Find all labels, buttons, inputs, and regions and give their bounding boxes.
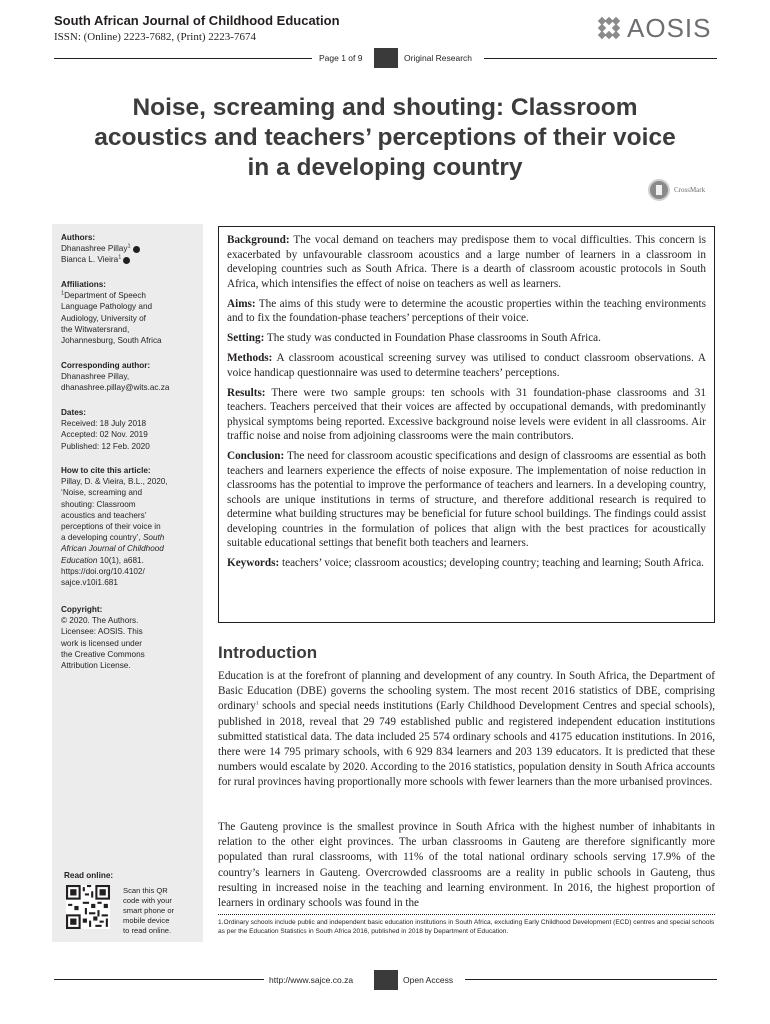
citation-journal: African Journal of Childhood <box>61 544 164 554</box>
citation-doi[interactable]: https://doi.org/10.4102/ <box>61 566 145 576</box>
affiliations-heading: Affiliations: <box>61 280 107 289</box>
corresponding-section <box>61 360 201 394</box>
abstract-label: Aims: <box>227 297 256 310</box>
footnote-marker[interactable]: 1 <box>255 700 259 707</box>
affil-line: the Witwatersrand, <box>61 324 130 334</box>
page-number: Page 1 of 9 <box>319 53 363 63</box>
abstract-label: Setting: <box>227 332 265 344</box>
abstract-text: The vocal demand on teachers may predispose them to vocal difficulties. This concern is exacerbated by unfavourable classroom acoustics and a large number of learners in a classroom in developing countries such as South Africa. There is a dearth of classroom acoustic protocols in South Africa, which intensifies the effect of noise on teachers as well as learners. <box>227 234 706 290</box>
authors-section <box>61 232 201 266</box>
copyright-heading: Copyright: <box>61 605 103 614</box>
crossmark-icon <box>648 179 670 201</box>
citation-line: Pillay, D. & Vieira, B.L., 2020, <box>61 477 168 487</box>
copyright-line: Attribution License. <box>61 661 131 671</box>
article-info-sidebar <box>52 224 203 942</box>
citation-line <box>61 532 201 543</box>
footnote-divider <box>218 914 715 915</box>
corresponding-name: Dhanashree Pillay, <box>61 372 130 382</box>
qr-line: smart phone or <box>123 906 175 915</box>
citation-journal: Education <box>61 555 98 565</box>
date-accepted: Accepted: 02 Nov. 2019 <box>61 430 148 440</box>
abstract-aims <box>227 297 706 326</box>
abstract-text: There were two sample groups: ten schools with 31 foundation-phase classrooms and 31 teachers. Teachers perceived that their voices are affected by occupational demands, with predominantly physical symptoms being reported. Excessive background noise levels were evident in all classrooms. Air traffic noise and noise from adjoining classrooms were the main contributors. <box>227 386 706 442</box>
abstract-conclusion <box>227 449 706 551</box>
qr-line: Scan this QR <box>123 886 168 895</box>
copyright-line: © 2020. The Authors. <box>61 616 139 626</box>
read-online-label: Read online: <box>64 871 114 880</box>
footer-divider-block <box>374 970 398 990</box>
qr-code-icon[interactable] <box>66 885 110 929</box>
header-rule-right <box>484 58 717 59</box>
author-1-affil: 1 <box>127 243 131 250</box>
affil-line: Johannesburg, South Africa <box>61 336 162 346</box>
footer-rule-left <box>54 979 264 980</box>
section-heading-introduction: Introduction <box>218 643 318 662</box>
journal-title: South African Journal of Childhood Education <box>54 13 340 28</box>
section-label: Original Research <box>404 53 473 63</box>
copyright-line: Licensee: AOSIS. This <box>61 627 143 637</box>
abstract-keywords <box>227 556 706 571</box>
footer-rule-right <box>465 979 717 980</box>
publisher-name: AOSIS <box>627 12 712 43</box>
citation-volume: 10(1), a681. <box>97 555 144 565</box>
author-1 <box>61 243 201 254</box>
affil-line <box>61 290 201 301</box>
title-line-2: acoustics and teachers’ perceptions of their voice <box>94 124 676 151</box>
aosis-logo-icon <box>597 16 621 40</box>
abstract-text: A classroom acoustical screening survey was utilised to conduct classroom observations. A voice handicap questionnaire was used to determine teachers’ perceptions. <box>227 352 706 379</box>
qr-line: code with your <box>123 896 172 905</box>
citation-heading: How to cite this article: <box>61 466 151 475</box>
citation-journal: South <box>142 533 165 543</box>
body-text: schools and special needs institutions (Early Childhood Development Centres and special schools), published in 2018, reveal that 29 749 established public and registered independent education institutions submitted statistical data. The data included 25 574 ordinary schools and 4175 education institutions. In 2016, there were 14 795 primary schools, with 6 929 834 learners and 203 139 educators. It is predicted that these numbers would escalate by 2020. According to the 2016 statistics, population density in South Africa accounts for rural provinces having proportionally more schools with fewer learners than the more urbanised provinces. <box>218 700 715 789</box>
affil-text: Department of Speech <box>64 291 146 301</box>
dates-heading: Dates: <box>61 408 87 417</box>
title-line-3: in a developing country <box>247 154 523 181</box>
abstract-results <box>227 386 706 444</box>
open-access-label: Open Access <box>403 975 454 985</box>
citation-text: a developing country’, <box>61 533 141 543</box>
crossmark-label: CrossMark <box>674 186 706 194</box>
journal-url-link[interactable]: http://www.sajce.co.za <box>269 975 354 985</box>
citation-line: perceptions of their voice in <box>61 522 161 532</box>
body-text: Education is at the forefront of planning and development of any country. In South Africa, the Department of Basic Education (DBE) governs the schooling system. The most recent 2016 statistics of DBE, comprising ordinary <box>218 670 715 713</box>
orcid-icon[interactable] <box>123 257 130 264</box>
abstract-label: Results: <box>227 386 266 399</box>
orcid-icon[interactable] <box>133 246 140 253</box>
footnote: 1.Ordinary schools include public and independent basic education institutions in South Africa, excluding Early Childhood Development (ECD) centres and special schools as per the Education Statistics in South Africa 2016, published in 2018 by Department of Education. <box>218 919 715 935</box>
corresponding-email[interactable]: dhanashree.pillay@wits.ac.za <box>61 383 170 393</box>
crossmark-badge[interactable] <box>648 179 705 201</box>
issn-line: ISSN: (Online) 2223-7682, (Print) 2223-7674 <box>54 31 256 43</box>
citation-line: shouting: Classroom <box>61 499 136 509</box>
body-paragraph-2: The Gauteng province is the smallest province in South Africa with the highest number of inhabitants in relation to the other eight provinces. The urban classrooms in Gauteng are therefore significantly more populated than rural classrooms, with 11% of the total national ordinary schools serving 17.9% of the country’s learners in Gauteng. Overcrowded classrooms are a reality in public schools in Gauteng, thus resulting in increased noise in the teaching and learning environment. In 2016, the highest proportion of learners in ordinary schools was found in the <box>218 821 715 910</box>
author-2 <box>61 254 201 265</box>
date-published: Published: 12 Feb. 2020 <box>61 441 150 451</box>
corresponding-heading: Corresponding author: <box>61 361 151 370</box>
article-title <box>60 93 710 183</box>
header-rule-left <box>54 58 312 59</box>
abstract-label: Conclusion: <box>227 450 285 462</box>
affil-line: Language Pathology and <box>61 302 153 312</box>
abstract-text: teachers’ voice; classroom acoustics; developing country; teaching and learning; South Africa. <box>282 557 704 569</box>
copyright-line: work is licensed under <box>61 638 143 648</box>
qr-line: to read online. <box>123 926 172 935</box>
header-divider-block <box>374 48 398 68</box>
author-2-affil: 1 <box>118 254 122 261</box>
abstract-methods <box>227 351 706 380</box>
abstract-setting <box>227 331 706 346</box>
qr-line: mobile device <box>123 916 170 925</box>
authors-heading: Authors: <box>61 233 96 242</box>
body-paragraph-1 <box>218 669 715 791</box>
dates-section <box>61 407 201 452</box>
abstract-label: Background: <box>227 234 290 246</box>
citation-line: ‘Noise, screaming and <box>61 488 143 498</box>
citation-doi[interactable]: sajce.v10i1.681 <box>61 578 118 588</box>
qr-instructions <box>123 886 193 936</box>
abstract-text: The need for classroom acoustic specifications and design of classrooms are essential as both teachers and learners experience the effects of noise exposure. The implementation of noise reduction in classrooms has the potential to improve the performance of teachers and learners. In a developing country, schools are unique institutions in terms of structure, and therefore additional research is required to determine what building structures may be beneficial for future school buildings. The findings could assist developing countries in the formulation of polices that align with the best practices for acoustically suitable educational settings that benefit both teachers and learners. <box>227 450 706 549</box>
affil-line: Audiology, University of <box>61 313 146 323</box>
author-1-name: Dhanashree Pillay <box>61 244 128 254</box>
citation-line <box>61 555 201 566</box>
abstract-label: Methods: <box>227 352 273 364</box>
citation-section <box>61 465 201 588</box>
abstract-background <box>227 233 706 291</box>
citation-line: acoustics and teachers’ <box>61 510 147 520</box>
copyright-line: the Creative Commons <box>61 649 145 659</box>
publisher-logo <box>597 14 717 42</box>
date-received: Received: 18 July 2018 <box>61 419 147 429</box>
abstract-text: The aims of this study were to determine the acoustic properties within the teaching environments and to fix the foundation-phase teachers’ perceptions of their voice. <box>227 297 706 324</box>
abstract-text: The study was conducted in Foundation Phase classrooms in South Africa. <box>266 332 601 344</box>
author-2-name: Bianca L. Vieira <box>61 255 119 265</box>
copyright-section <box>61 604 201 671</box>
abstract-box <box>218 226 715 623</box>
abstract-label: Keywords: <box>227 557 280 569</box>
affil-marker: 1 <box>61 290 65 297</box>
title-line-1: Noise, screaming and shouting: Classroom <box>132 94 638 121</box>
affiliations-section <box>61 279 201 346</box>
